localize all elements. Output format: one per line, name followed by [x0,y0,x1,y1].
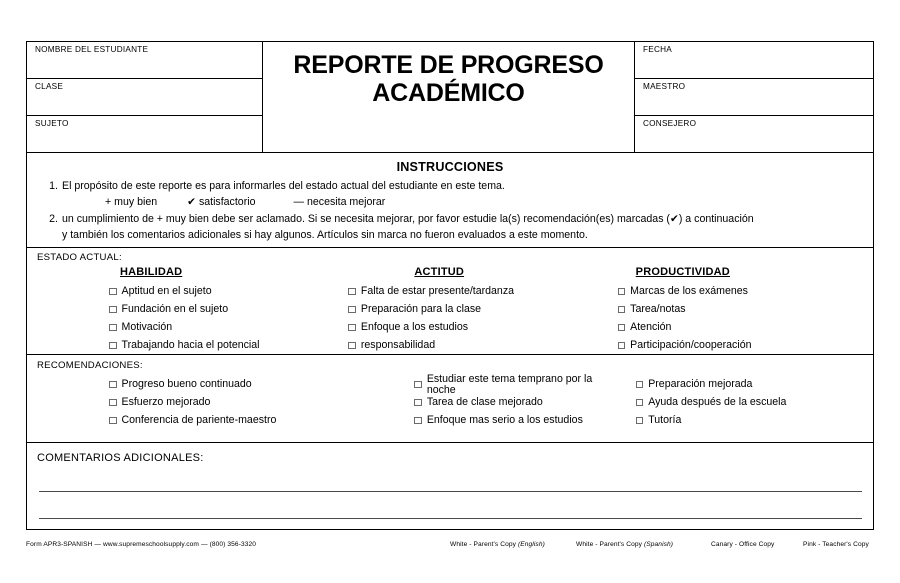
footer-copy-spanish-lang: (Spanish) [643,541,674,548]
title-block [263,42,635,152]
footer-copy-teacher [803,541,869,548]
checkbox-icon[interactable] [109,306,117,314]
checkbox-row[interactable] [109,376,338,394]
checkbox-row[interactable] [109,319,338,337]
checkbox-row[interactable] [348,301,617,319]
recommendations-column-1 [27,376,338,430]
legend-plus: + muy bien [105,196,158,209]
checkbox-label: Tarea de clase mejorado [426,396,543,409]
instruction-1-text: El propósito de este reporte es para informarles del estado actual del estudiante en este tema. [62,180,505,192]
instruction-2-number: 2. [49,212,58,225]
field-label-sujeto: SUJETO [35,119,69,128]
footer-copy-english-lang: (English) [517,541,545,548]
checkbox-row[interactable] [618,319,873,337]
status-column-actitud [338,266,617,355]
checkbox-label: Aptitud en el sujeto [121,285,212,298]
checkbox-label: Esfuerzo mejorado [121,396,211,409]
recommendations-columns [27,372,873,430]
status-heading-habilidad: HABILIDAD [120,265,183,278]
field-clase[interactable] [27,79,262,116]
status-columns [27,264,873,355]
grade-legend [39,194,861,210]
instruction-1-number: 1. [49,180,58,192]
legend-spacer-b [255,194,293,210]
checkbox-row[interactable] [636,376,873,394]
field-label-maestro: MAESTRO [643,82,686,91]
footer-form-info: Form APR3-SPANISH — www.supremeschoolsupply.com — (800) 356-3320 [26,541,257,548]
legend-dash: — necesita mejorar [293,196,386,209]
instruction-2-text-cont: y también los comentarios adicionales si hay algunos. Artículos sin marca no fueron evaluados a este momento. [62,229,588,242]
checkbox-icon[interactable] [109,342,117,350]
checkbox-label: responsabilidad [360,339,436,352]
status-label: ESTADO ACTUAL: [37,252,122,263]
checkbox-row[interactable] [109,412,338,430]
checkbox-label: Trabajando hacia el potencial [121,339,260,352]
status-heading-actitud: ACTITUD [414,265,465,278]
title-line-1: REPORTE DE PROGRESO [293,51,604,79]
form-frame [26,41,874,530]
footer-copy-office [711,541,774,548]
checkbox-row[interactable] [348,319,617,337]
checkbox-row[interactable] [618,337,873,355]
field-consejero[interactable] [635,116,873,152]
checkbox-icon[interactable] [348,324,356,332]
legend-check: ✔ satisfactorio [187,196,256,209]
field-label-fecha: FECHA [643,45,672,54]
checkbox-icon[interactable] [109,381,117,389]
header-right-fields [635,42,873,152]
checkbox-icon[interactable] [348,306,356,314]
checkbox-row[interactable] [636,412,873,430]
footer-copy-english [450,541,545,548]
instruction-item-2 [39,211,861,227]
checkbox-row[interactable] [414,412,617,430]
checkbox-label: Falta de estar presente/tardanza [360,285,515,298]
checkbox-label: Atención [630,321,672,334]
status-band [27,248,873,355]
checkbox-row[interactable] [348,337,617,355]
status-heading-productividad: PRODUCTIVIDAD [635,265,730,278]
comments-label: COMENTARIOS ADICIONALES: [37,452,204,464]
checkbox-icon[interactable] [109,288,117,296]
checkbox-row[interactable] [348,283,617,301]
checkbox-label: Progreso bueno continuado [121,378,252,391]
checkbox-row[interactable] [414,372,617,396]
checkbox-label: Motivación [121,321,173,334]
checkbox-label: Estudiar este tema temprano por la noche [426,372,593,396]
checkbox-icon[interactable] [414,399,422,407]
instructions-band [27,153,873,248]
footer-copy-office-prefix: Canary - Office Copy [711,541,775,548]
field-fecha[interactable] [635,42,873,79]
comments-band [27,443,873,529]
checkbox-label: Tarea/notas [630,303,686,316]
page-title [293,51,603,107]
checkbox-icon[interactable] [618,324,626,332]
checkbox-icon[interactable] [618,288,626,296]
field-maestro[interactable] [635,79,873,116]
header-band [27,42,873,153]
checkbox-label: Preparación para la clase [360,303,482,316]
checkbox-icon[interactable] [348,288,356,296]
status-column-habilidad [27,266,338,355]
checkbox-label: Ayuda después de la escuela [648,396,787,409]
checkbox-label: Preparación mejorada [648,378,753,391]
checkbox-row[interactable] [414,394,617,412]
instruction-item-2-continued [39,227,861,243]
footer-copy-spanish [576,541,673,548]
checkbox-row[interactable] [109,283,338,301]
recommendations-column-2 [338,372,617,430]
checkbox-icon[interactable] [109,399,117,407]
checkbox-icon[interactable] [618,306,626,314]
recommendations-band [27,355,873,443]
checkbox-label: Enfoque a los estudios [360,321,469,334]
footer [26,541,874,555]
field-label-nombre-del-estudiante: NOMBRE DEL ESTUDIANTE [35,45,149,54]
checkbox-row[interactable] [618,301,873,319]
title-line-2: ACADÉMICO [372,79,525,107]
legend-spacer-a [157,194,187,210]
field-label-clase: CLASE [35,82,64,91]
recommendations-label: RECOMENDACIONES: [37,360,143,371]
footer-copy-english-prefix: White - Parent's Copy [450,541,518,548]
checkbox-icon[interactable] [636,381,644,389]
field-sujeto[interactable] [27,116,262,152]
checkbox-icon[interactable] [348,342,356,350]
footer-copy-teacher-prefix: Pink - Teacher's Copy [803,541,869,548]
checkbox-row[interactable] [109,301,338,319]
checkbox-label: Fundación en el sujeto [121,303,229,316]
checkbox-row[interactable] [109,337,338,355]
status-column-productividad [618,266,873,355]
instruction-2-text: un cumplimiento de + muy bien debe ser aclamado. Si se necesita mejorar, por favor estudie la(s) recomendación(es) marcadas (✔) a continuación [62,212,754,225]
checkbox-icon[interactable] [414,417,422,425]
checkbox-label: Participación/cooperación [630,339,752,352]
field-label-consejero: CONSEJERO [643,119,697,128]
comments-write-line-2[interactable] [39,518,862,519]
checkbox-row[interactable] [636,394,873,412]
checkbox-label: Marcas de los exámenes [630,285,748,298]
header-left-fields [27,42,263,152]
comments-write-line-1[interactable] [39,491,862,492]
footer-copy-spanish-prefix: White - Parent's Copy [576,541,644,548]
checkbox-row[interactable] [109,394,338,412]
checkbox-icon[interactable] [414,381,422,389]
instructions-title: INSTRUCCIONES [396,160,504,174]
recommendations-column-3 [618,376,873,430]
checkbox-icon[interactable] [636,417,644,425]
checkbox-icon[interactable] [636,399,644,407]
checkbox-icon[interactable] [109,324,117,332]
checkbox-icon[interactable] [109,417,117,425]
checkbox-label: Tutoría [648,414,682,427]
checkbox-row[interactable] [618,283,873,301]
checkbox-label: Conferencia de pariente-maestro [121,414,277,427]
checkbox-icon[interactable] [618,342,626,350]
instruction-item-1 [39,178,861,194]
field-nombre-del-estudiante[interactable] [27,42,262,79]
checkbox-label: Enfoque mas serio a los estudios [426,414,583,427]
